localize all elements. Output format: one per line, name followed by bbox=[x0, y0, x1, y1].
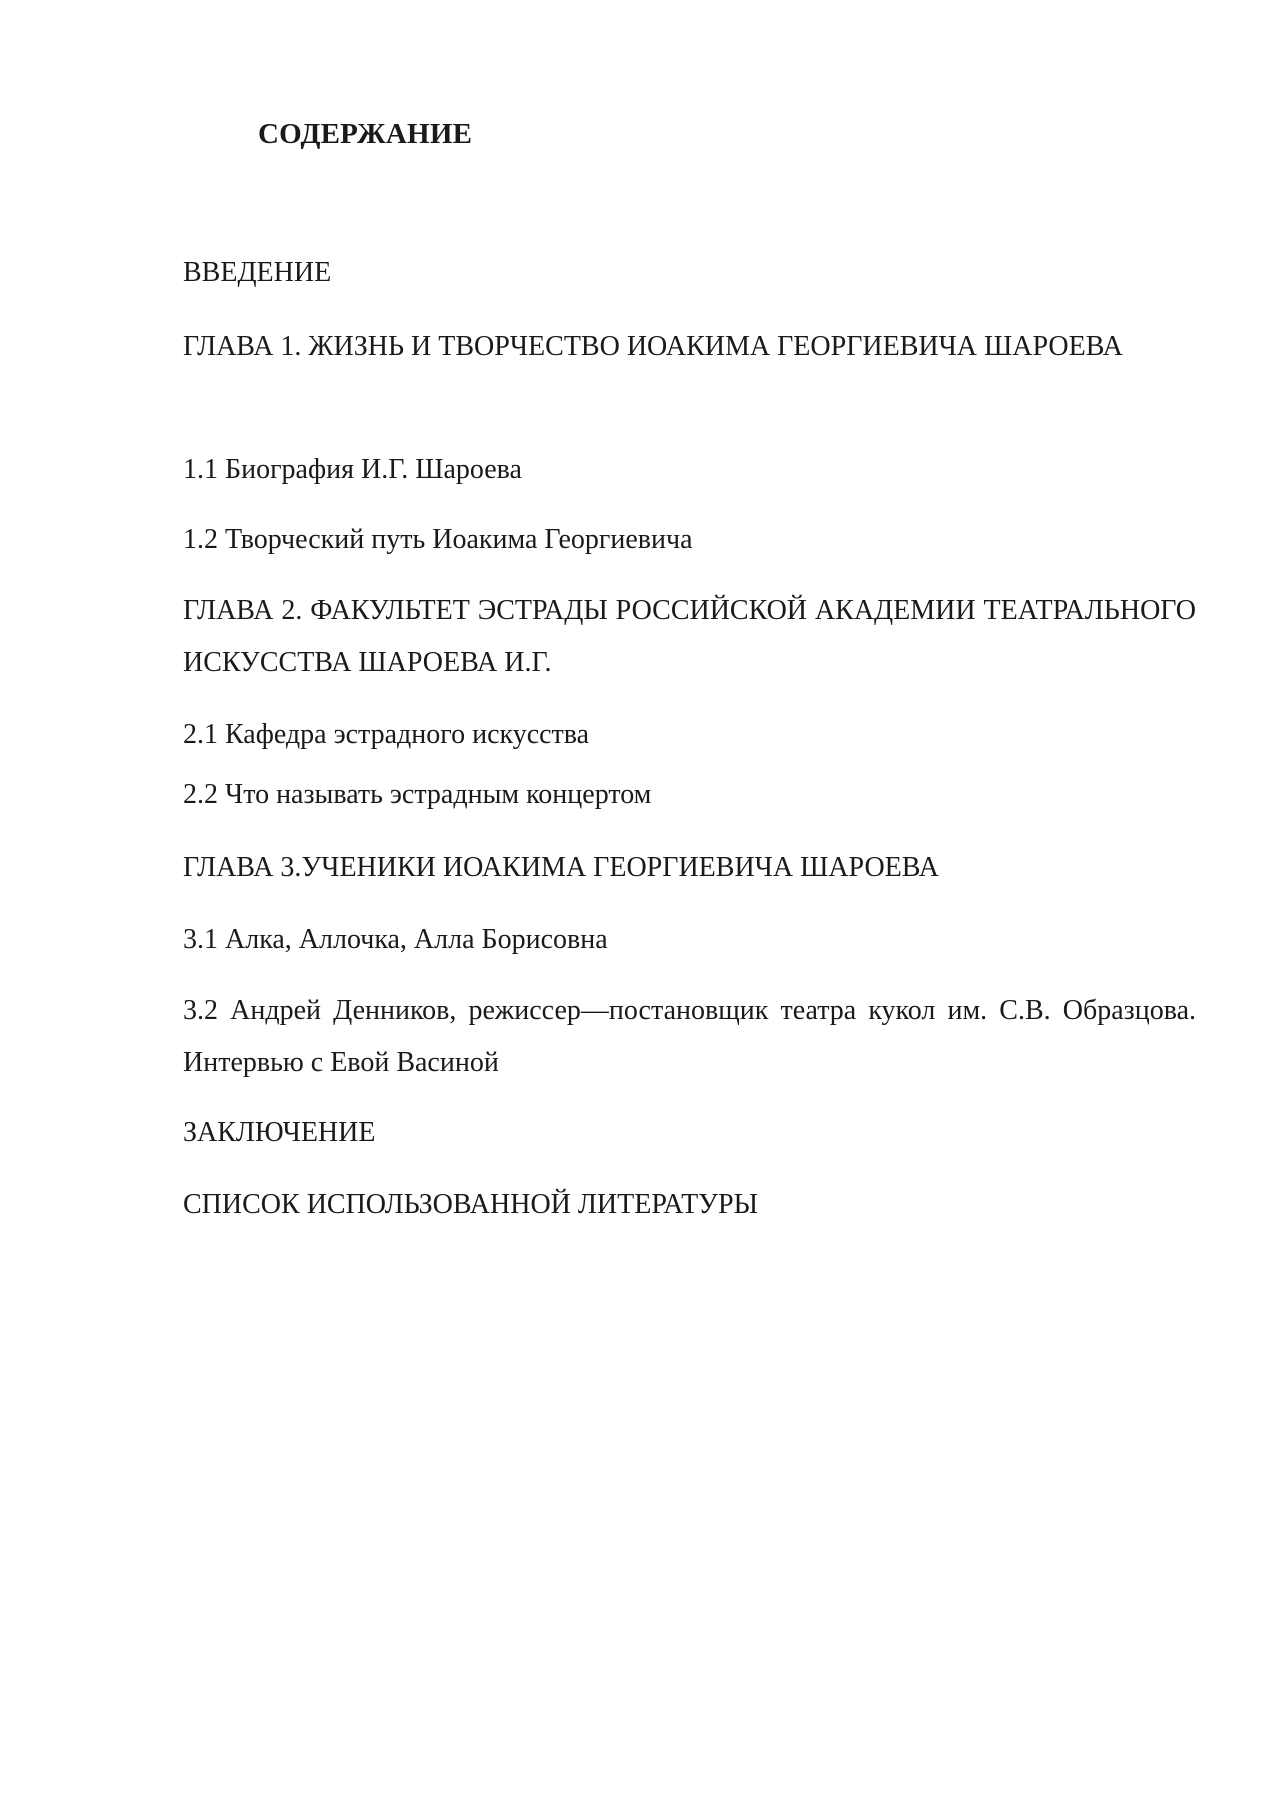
toc-item-section-3-2: 3.2 Андрей Денников, режиссер—постановщик театра кукол им. С.В. Образцова. Интервью с Евой Васиной bbox=[183, 995, 1196, 1078]
toc-item-section-2-2: 2.2 Что называть эстрадным концертом bbox=[183, 779, 652, 810]
toc-item-chapter-1: ГЛАВА 1. ЖИЗНЬ И ТВОРЧЕСТВО ИОАКИМА ГЕОРГИЕВИЧА ШАРОЕВА bbox=[183, 331, 1123, 362]
toc-item-intro: ВВЕДЕНИЕ bbox=[183, 257, 332, 288]
toc-item-conclusion: ЗАКЛЮЧЕНИЕ bbox=[183, 1117, 376, 1148]
toc-item-section-3-1: 3.1 Алка, Аллочка, Алла Борисовна bbox=[183, 924, 608, 955]
toc-item-section-2-1: 2.1 Кафедра эстрадного искусства bbox=[183, 719, 590, 750]
toc-item-chapter-2: ГЛАВА 2. ФАКУЛЬТЕТ ЭСТРАДЫ РОССИЙСКОЙ АКАДЕМИИ ТЕАТРАЛЬНОГО ИСКУССТВА ШАРОЕВА И.Г. bbox=[183, 595, 1196, 678]
page-title: СОДЕРЖАНИЕ bbox=[258, 118, 473, 150]
toc-item-section-1-2: 1.2 Творческий путь Иоакима Георгиевича bbox=[183, 524, 693, 555]
toc-item-section-1-1: 1.1 Биография И.Г. Шароева bbox=[183, 454, 522, 485]
toc-item-chapter-3: ГЛАВА 3.УЧЕНИКИ ИОАКИМА ГЕОРГИЕВИЧА ШАРОЕВА bbox=[183, 852, 939, 883]
toc-item-bibliography: СПИСОК ИСПОЛЬЗОВАННОЙ ЛИТЕРАТУРЫ bbox=[183, 1189, 758, 1220]
